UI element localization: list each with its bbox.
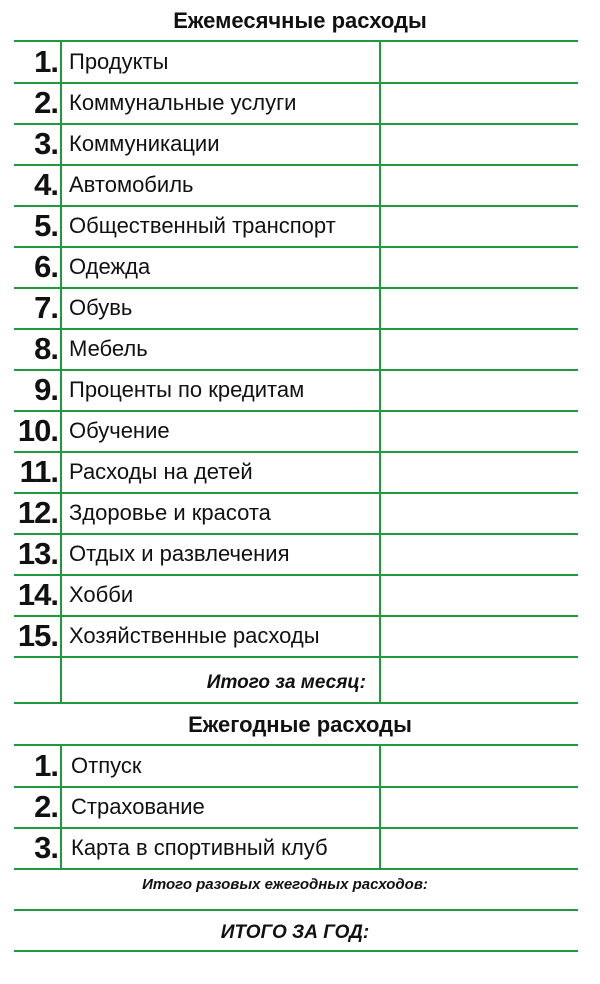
grand-total-label: ИТОГО ЗА ГОД:	[220, 922, 370, 943]
row-label: Коммунальные услуги	[69, 89, 297, 115]
row-label: Одежда	[69, 253, 151, 279]
row-amount-field[interactable]	[382, 492, 578, 533]
row-amount-field[interactable]	[382, 287, 578, 328]
row-amount-field[interactable]	[382, 246, 578, 287]
row-amount-field[interactable]	[382, 451, 578, 492]
row-label: Страхование	[71, 793, 205, 819]
row-number: 6.	[34, 248, 58, 284]
row-amount-field[interactable]	[382, 205, 578, 246]
table-row	[0, 451, 600, 492]
table-row	[0, 615, 600, 656]
row-amount-field[interactable]	[382, 615, 578, 656]
row-amount-field[interactable]	[382, 164, 578, 205]
table-row	[0, 574, 600, 615]
row-label: Хозяйственные расходы	[69, 622, 320, 648]
row-label: Карта в спортивный клуб	[71, 834, 328, 860]
row-number: 2.	[34, 788, 58, 824]
row-amount-field[interactable]	[382, 82, 578, 123]
row-number: 5.	[34, 207, 58, 243]
row-amount-field[interactable]	[382, 745, 578, 786]
row-divider	[14, 656, 578, 658]
row-amount-field[interactable]	[382, 786, 578, 827]
row-number: 12.	[17, 494, 58, 530]
row-label: Мебель	[69, 335, 148, 361]
monthly-total-row	[0, 662, 600, 703]
row-label: Расходы на детей	[69, 458, 253, 484]
row-number: 9.	[34, 371, 58, 407]
table-row	[0, 41, 600, 82]
row-label: Хобби	[69, 581, 134, 607]
table-row	[0, 745, 600, 786]
row-number: 3.	[34, 829, 58, 865]
table-row	[0, 786, 600, 827]
row-divider	[14, 868, 578, 870]
row-label: Обувь	[69, 294, 133, 320]
table-row	[0, 205, 600, 246]
table-row	[0, 82, 600, 123]
table-row	[0, 533, 600, 574]
monthly-total-field[interactable]	[382, 662, 578, 703]
yearly-title: Ежегодные расходы	[188, 712, 412, 737]
row-number: 13.	[17, 535, 58, 571]
row-label: Отпуск	[71, 752, 142, 778]
monthly-total-label: Итого за месяц:	[206, 671, 366, 693]
table-row	[0, 827, 600, 868]
row-amount-field[interactable]	[382, 41, 578, 82]
row-label: Общественный транспорт	[69, 212, 336, 238]
row-amount-field[interactable]	[382, 328, 578, 369]
row-label: Здоровье и красота	[69, 499, 271, 525]
table-row	[0, 287, 600, 328]
row-label: Отдых и развлечения	[69, 540, 290, 566]
table-row	[0, 492, 600, 533]
row-label: Коммуникации	[69, 130, 220, 156]
table-row	[0, 328, 600, 369]
row-number: 4.	[34, 166, 58, 202]
monthly-bottom-border	[14, 702, 578, 704]
row-amount-field[interactable]	[382, 123, 578, 164]
row-number: 10.	[17, 412, 58, 448]
row-amount-field[interactable]	[382, 369, 578, 410]
yearly-total-label: Итого разовых ежегодных расходов:	[142, 876, 428, 893]
row-label: Автомобиль	[69, 171, 194, 197]
table-row	[0, 369, 600, 410]
row-label: Обучение	[69, 417, 170, 443]
row-label: Проценты по кредитам	[69, 376, 305, 402]
table-row	[0, 123, 600, 164]
row-number: 15.	[17, 617, 58, 653]
row-amount-field[interactable]	[382, 827, 578, 868]
row-number: 1.	[34, 747, 58, 783]
row-label: Продукты	[69, 48, 169, 74]
row-number: 14.	[17, 576, 58, 612]
row-amount-field[interactable]	[382, 410, 578, 451]
table-row	[0, 164, 600, 205]
row-number: 7.	[34, 289, 58, 325]
row-number: 8.	[34, 330, 58, 366]
yearly-total-line	[14, 909, 578, 911]
grand-total-line	[14, 950, 578, 952]
row-number: 3.	[34, 125, 58, 161]
table-row	[0, 246, 600, 287]
row-number: 2.	[34, 84, 58, 120]
row-amount-field[interactable]	[382, 574, 578, 615]
table-row	[0, 410, 600, 451]
monthly-title: Ежемесячные расходы	[173, 8, 427, 33]
row-amount-field[interactable]	[382, 533, 578, 574]
row-number: 11.	[19, 453, 58, 489]
row-number: 1.	[34, 43, 58, 79]
